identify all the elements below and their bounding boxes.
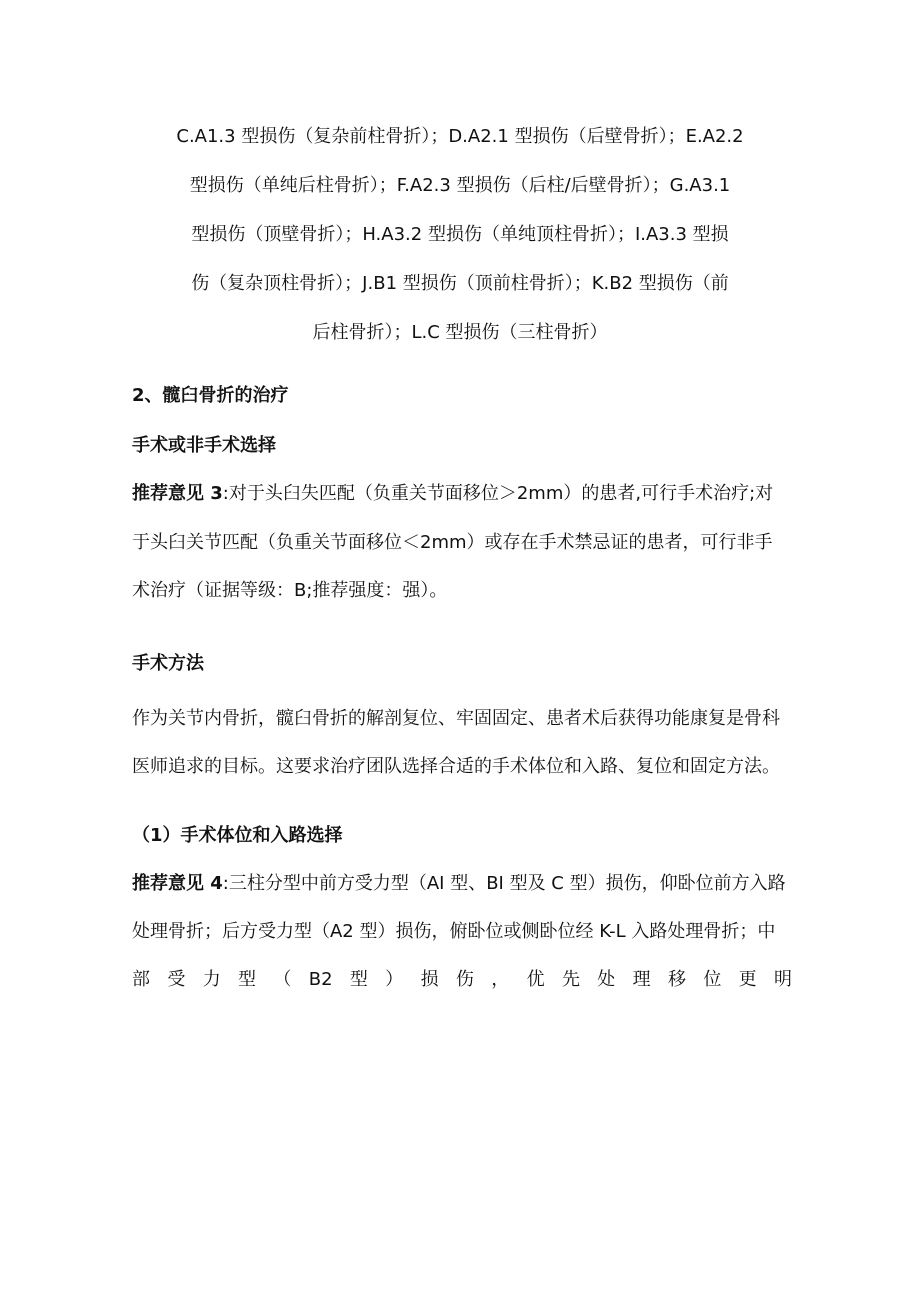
classification-line-3: 型损伤（顶壁骨折）；H.A3.2 型损伤（单纯顶柱骨折）；I.A3.3 型损 bbox=[191, 224, 729, 245]
rec3-label: 推荐意见 3 bbox=[132, 483, 223, 504]
rec4-word: 损 bbox=[420, 969, 439, 990]
rec4-word: 受 bbox=[167, 969, 186, 990]
rec4-word: 部 bbox=[132, 969, 150, 990]
rec4-word: ） bbox=[385, 969, 404, 990]
rec3-line-1 bbox=[132, 480, 773, 508]
rec4-word: 伤 bbox=[455, 969, 474, 990]
rec4-word: 理 bbox=[632, 969, 651, 990]
rec4-word: 位 bbox=[703, 969, 722, 990]
rec4-word: 更 bbox=[738, 969, 757, 990]
method-line-1: 作为关节内骨折，髋臼骨折的解剖复位、牢固固定、患者术后获得功能康复是骨科 bbox=[132, 708, 780, 729]
rec4-line-1 bbox=[132, 870, 786, 898]
rec4-word: （ bbox=[273, 969, 292, 990]
subsection-choice-title: 手术或非手术选择 bbox=[132, 435, 276, 456]
rec4-word: 优 bbox=[526, 969, 545, 990]
rec4-word: 力 bbox=[202, 969, 221, 990]
rec4-line-2: 处理骨折；后方受力型（A2 型）损伤，俯卧位或侧卧位经 K-L 入路处理骨折；中 bbox=[132, 921, 776, 942]
rec4-word: 先 bbox=[561, 969, 580, 990]
rec4-word: 型 bbox=[349, 969, 368, 990]
rec4-word: 明 bbox=[774, 969, 792, 990]
subsection-position-title: （1）手术体位和入路选择 bbox=[132, 825, 343, 846]
classification-line-2: 型损伤（单纯后柱骨折）；F.A2.3 型损伤（后柱/后壁骨折）；G.A3.1 bbox=[189, 175, 731, 196]
rec4-label: 推荐意见 4 bbox=[132, 873, 223, 894]
rec4-line-3 bbox=[132, 966, 792, 994]
method-line-2: 医师追求的目标。这要求治疗团队选择合适的手术体位和入路、复位和固定方法。 bbox=[132, 756, 780, 777]
rec3-line-2: 于头臼关节匹配（负重关节面移位＜2mm）或存在手术禁忌证的患者，可行非手 bbox=[132, 532, 773, 553]
rec3-line-3: 术治疗（证据等级：B;推荐强度：强）。 bbox=[132, 580, 448, 601]
classification-line-5: 后柱骨折）；L.C 型损伤（三柱骨折） bbox=[312, 322, 608, 343]
rec4-word: 型 bbox=[238, 969, 257, 990]
classification-paragraph bbox=[150, 112, 770, 357]
section-2-title: 2、髋臼骨折的治疗 bbox=[132, 385, 289, 406]
rec4-text-1: :三柱分型中前方受力型（AI 型、BI 型及 C 型）损伤，仰卧位前方入路 bbox=[222, 873, 786, 894]
rec4-word: ， bbox=[491, 969, 510, 990]
subsection-method-title: 手术方法 bbox=[132, 653, 204, 674]
rec4-word: 移 bbox=[667, 969, 686, 990]
rec4-word: 处 bbox=[597, 969, 616, 990]
classification-line-4: 伤（复杂顶柱骨折）；J.B1 型损伤（顶前柱骨折）；K.B2 型损伤（前 bbox=[191, 273, 729, 294]
rec4-word: B2 bbox=[308, 969, 333, 990]
classification-line-1: C.A1.3 型损伤（复杂前柱骨折）；D.A2.1 型损伤（后壁骨折）；E.A2.2 bbox=[176, 126, 744, 147]
rec3-text-1: :对于头臼失匹配（负重关节面移位＞2mm）的患者,可行手术治疗;对 bbox=[222, 483, 774, 504]
